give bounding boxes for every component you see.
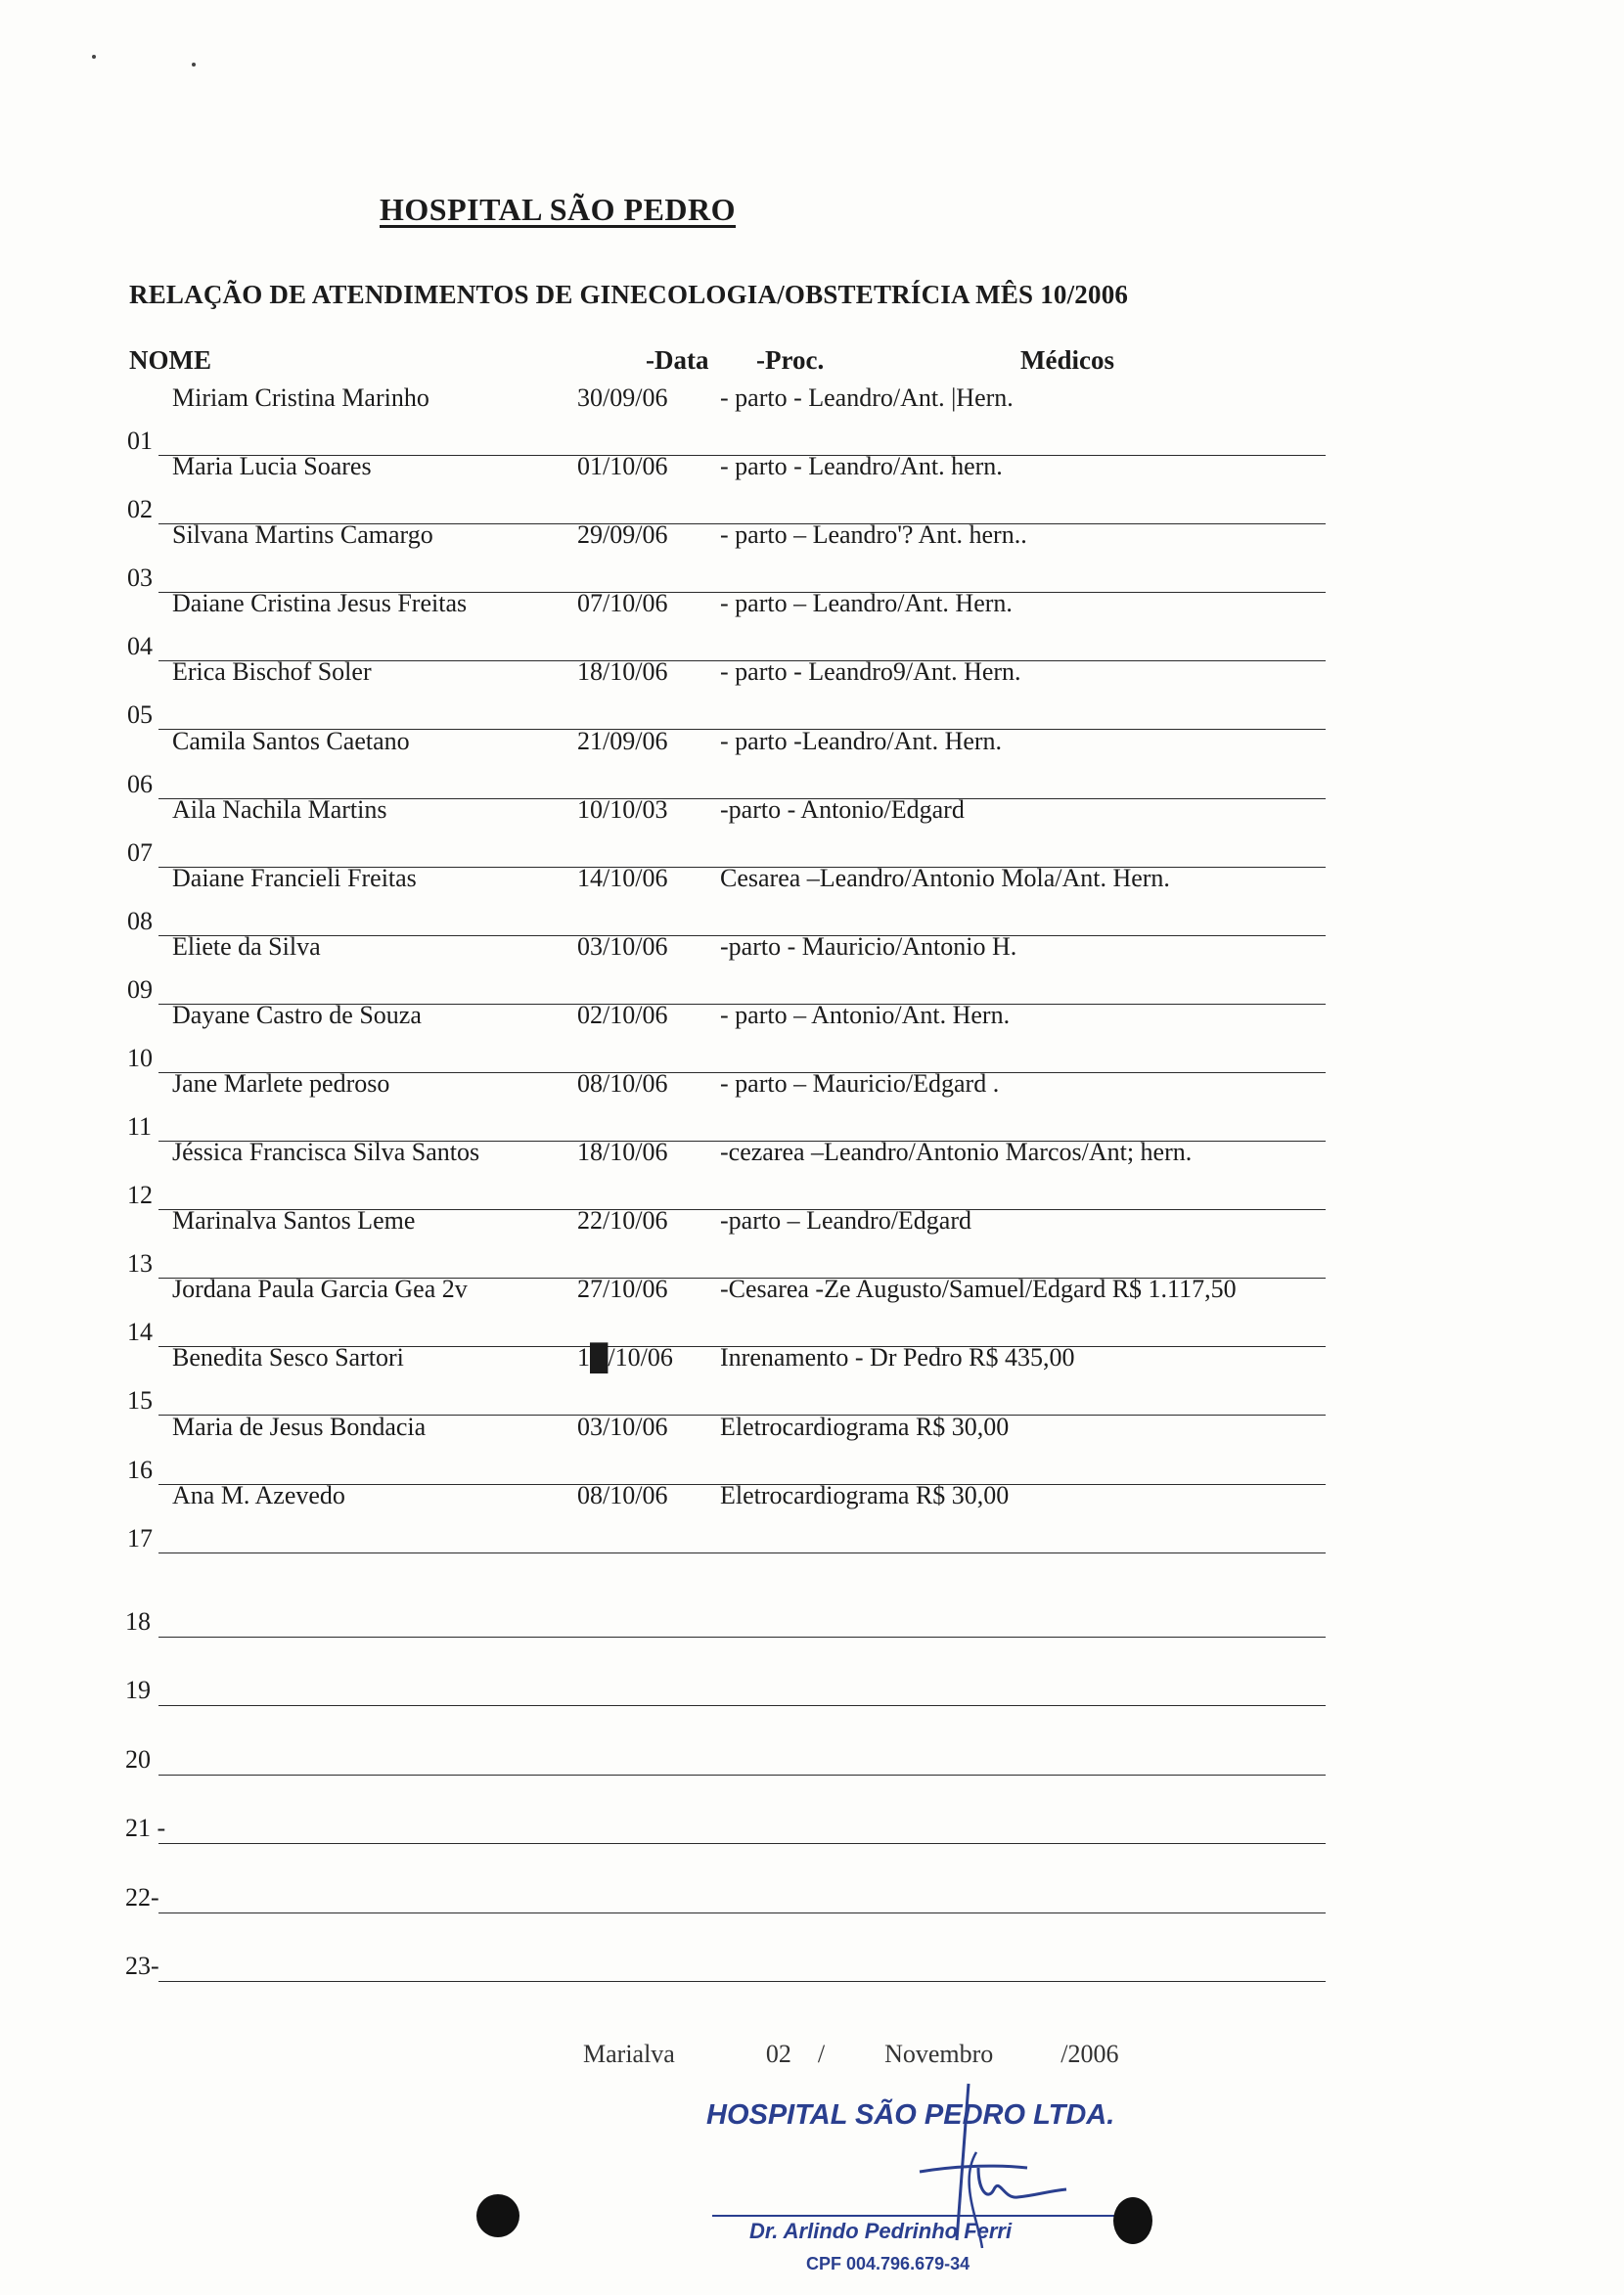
- attendance-date: 18/10/06: [577, 1138, 668, 1167]
- blank-row: [0, 1883, 1624, 1922]
- patient-name: Camila Santos Caetano: [172, 726, 410, 755]
- row-number: 18: [125, 1607, 151, 1636]
- patient-name: Jane Marlete pedroso: [172, 1069, 390, 1098]
- procedure-and-doctors: - parto - Leandro/Ant. |Hern.: [720, 383, 1014, 412]
- footer-date-line: [583, 2040, 1119, 2069]
- table-row: [0, 726, 1624, 798]
- row-number: 10: [127, 1043, 153, 1072]
- procedure-and-doctors: -parto - Antonio/Edgard: [720, 794, 965, 824]
- row-number: 17: [127, 1523, 153, 1552]
- attendance-date: 30/09/06: [577, 383, 668, 412]
- blank-row: [0, 1814, 1624, 1853]
- row-underline: [158, 1912, 1326, 1913]
- procedure-and-doctors: -cezarea –Leandro/Antonio Marcos/Ant; hern.: [720, 1138, 1193, 1167]
- patient-name: Daiane Francieli Freitas: [172, 863, 417, 892]
- footer-day: 02: [765, 2040, 791, 2068]
- punch-hole: [476, 2194, 519, 2237]
- procedure-and-doctors: -Cesarea -Ze Augusto/Samuel/Edgard R$ 1.117,50: [720, 1275, 1237, 1304]
- table-row: [0, 1412, 1624, 1484]
- attendance-date: 29/09/06: [577, 520, 668, 550]
- patient-name: Aila Nachila Martins: [172, 794, 387, 824]
- blank-row: [0, 1607, 1624, 1646]
- attendance-date: 21/09/06: [577, 726, 668, 755]
- row-number: 12: [127, 1181, 153, 1210]
- table-row: [0, 794, 1624, 867]
- row-number: 04: [127, 632, 153, 661]
- procedure-and-doctors: - parto – Leandro/Ant. Hern.: [720, 589, 1013, 618]
- row-number: 11: [127, 1112, 153, 1141]
- table-row: [0, 657, 1624, 730]
- table-row: [0, 1481, 1624, 1550]
- hospital-title: HOSPITAL SÃO PEDRO: [380, 192, 737, 227]
- row-number: 14: [127, 1318, 153, 1347]
- patient-name: Erica Bischof Soler: [172, 657, 372, 687]
- table-row: [0, 589, 1624, 661]
- procedure-and-doctors: - parto – Mauricio/Edgard .: [720, 1069, 1000, 1098]
- row-number: 07: [127, 837, 153, 867]
- attendance-date: 03/10/06: [577, 931, 668, 961]
- patient-name: Maria de Jesus Bondacia: [172, 1412, 427, 1441]
- row-number: 06: [127, 769, 153, 798]
- row-underline: [158, 1843, 1326, 1844]
- table-row: [0, 1275, 1624, 1347]
- procedure-and-doctors: Eletrocardiograma R$ 30,00: [720, 1480, 1010, 1509]
- row-number: 08: [127, 906, 153, 935]
- stamp-doctor-name: Dr. Arlindo Pedrinho Ferri: [749, 2219, 1013, 2243]
- table-row: [0, 383, 1624, 455]
- procedure-and-doctors: Inrenamento - Dr Pedro R$ 435,00: [720, 1343, 1075, 1372]
- table-row: [0, 520, 1624, 593]
- attendance-date: 08/10/06: [577, 1480, 668, 1509]
- patient-name: Jordana Paula Garcia Gea 2v: [172, 1275, 468, 1304]
- table-row: [0, 452, 1624, 524]
- row-number: 23-: [125, 1952, 159, 1980]
- column-header-doctors: Médicos: [1020, 345, 1114, 375]
- row-underline: [158, 1775, 1326, 1776]
- column-header-name: NOME: [129, 345, 211, 375]
- attendance-date: 27/10/06: [577, 1275, 668, 1304]
- row-number: 13: [127, 1249, 153, 1279]
- table-row: [0, 863, 1624, 935]
- patient-name: Daiane Cristina Jesus Freitas: [172, 589, 468, 618]
- row-underline: [158, 1552, 1326, 1553]
- table-row: [0, 1138, 1624, 1210]
- attendance-date: 08/10/06: [577, 1069, 668, 1098]
- patient-name: Marinalva Santos Leme: [172, 1206, 416, 1236]
- blank-row: [0, 1745, 1624, 1784]
- row-underline: [158, 1637, 1326, 1638]
- patient-name: Silvana Martins Camargo: [172, 520, 433, 550]
- attendance-date: 02/10/06: [577, 1000, 668, 1029]
- patient-name: Eliete da Silva: [172, 931, 321, 961]
- attendance-date: 1█/10/06: [577, 1343, 673, 1372]
- attendance-date: 14/10/06: [577, 863, 668, 892]
- patient-name: Dayane Castro de Souza: [172, 1000, 422, 1029]
- row-number: 09: [127, 974, 153, 1004]
- footer-year: /2006: [1060, 2040, 1119, 2068]
- attendance-date: 07/10/06: [577, 589, 668, 618]
- column-header-procedure: -Proc.: [756, 345, 825, 375]
- procedure-and-doctors: Cesarea –Leandro/Antonio Mola/Ant. Hern.: [720, 863, 1170, 892]
- row-number: 05: [127, 700, 153, 730]
- procedure-and-doctors: - parto – Leandro'? Ant. hern..: [720, 520, 1027, 550]
- procedure-and-doctors: - parto - Leandro9/Ant. Hern.: [720, 657, 1021, 687]
- row-number: 03: [127, 563, 153, 593]
- table-row: [0, 1069, 1624, 1141]
- blank-row: [0, 1676, 1624, 1715]
- row-number: 15: [127, 1386, 153, 1416]
- row-number: 02: [127, 495, 153, 524]
- stamp-cpf: CPF 004.796.679-34: [806, 2254, 970, 2273]
- row-number: 20: [125, 1744, 151, 1774]
- patient-name: Miriam Cristina Marinho: [172, 383, 429, 412]
- row-underline: [158, 1705, 1326, 1706]
- procedure-and-doctors: Eletrocardiograma R$ 30,00: [720, 1412, 1010, 1441]
- patient-name: Maria Lucia Soares: [172, 452, 372, 481]
- procedure-and-doctors: - parto – Antonio/Ant. Hern.: [720, 1000, 1011, 1029]
- patient-name: Jéssica Francisca Silva Santos: [172, 1138, 480, 1167]
- attendance-date: 10/10/03: [577, 794, 668, 824]
- patient-name: Ana M. Azevedo: [172, 1480, 345, 1509]
- row-number: 16: [127, 1455, 153, 1484]
- attendance-date: 18/10/06: [577, 657, 668, 687]
- row-number: 21 -: [125, 1814, 166, 1843]
- attendance-date: 22/10/06: [577, 1206, 668, 1236]
- table-row: [0, 1000, 1624, 1072]
- row-number: 19: [125, 1676, 151, 1705]
- attendance-date: 03/10/06: [577, 1412, 668, 1441]
- table-row: [0, 1343, 1624, 1416]
- procedure-and-doctors: - parto - Leandro/Ant. hern.: [720, 452, 1003, 481]
- blank-row: [0, 1952, 1624, 1991]
- attendance-date: 01/10/06: [577, 452, 668, 481]
- patient-name: Benedita Sesco Sartori: [172, 1343, 404, 1372]
- procedure-and-doctors: - parto -Leandro/Ant. Hern.: [720, 726, 1003, 755]
- row-underline: [158, 1981, 1326, 1982]
- footer-separator: /: [817, 2040, 826, 2068]
- table-row: [0, 931, 1624, 1004]
- footer-city: Marialva: [583, 2040, 675, 2068]
- row-number: 01: [127, 427, 153, 455]
- handwritten-signature: [880, 2074, 1096, 2250]
- row-number: 22-: [125, 1882, 159, 1912]
- column-header-date: -Data: [646, 345, 709, 375]
- table-row: [0, 1206, 1624, 1279]
- footer-month: Novembro: [884, 2040, 994, 2068]
- stamp-company-name: HOSPITAL SÃO PEDRO LTDA.: [706, 2099, 1115, 2131]
- report-subtitle: RELAÇÃO DE ATENDIMENTOS DE GINECOLOGIA/OBSTETRÍCIA MÊS 10/2006: [129, 280, 1129, 309]
- procedure-and-doctors: -parto – Leandro/Edgard: [720, 1206, 972, 1236]
- punch-hole: [1113, 2197, 1152, 2244]
- procedure-and-doctors: -parto - Mauricio/Antonio H.: [720, 931, 1017, 961]
